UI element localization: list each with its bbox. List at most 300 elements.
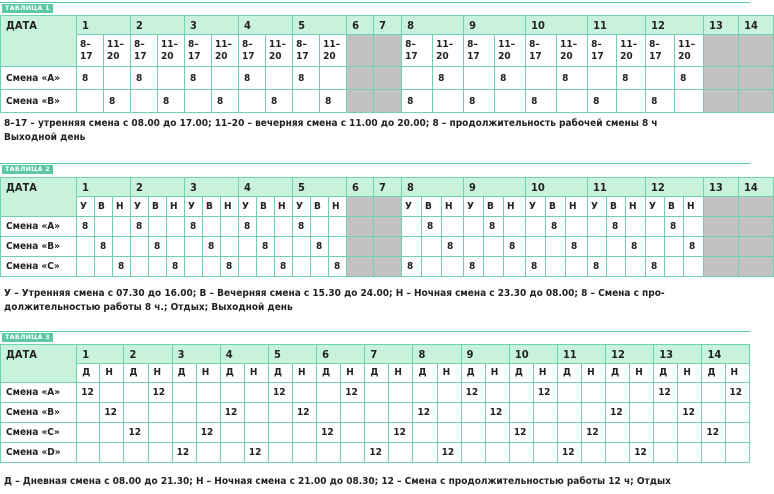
shift-subheader: Н: [100, 364, 124, 383]
schedule-cell: [320, 67, 347, 90]
weekend-cell: [374, 90, 402, 113]
schedule-cell: 8: [484, 217, 504, 237]
shift-label: Смена «А»: [1, 217, 77, 237]
shift-subheader: У: [526, 197, 546, 217]
shift-subheader: Д: [413, 364, 437, 383]
schedule-cell: 8: [675, 67, 704, 90]
schedule-cell: 8: [566, 237, 588, 257]
schedule-cell: [257, 217, 275, 237]
schedule-cell: 12: [582, 423, 606, 443]
schedule-cell: [630, 403, 654, 423]
schedule-cell: [293, 383, 317, 403]
schedule-cell: [148, 423, 172, 443]
shift-subheader: У: [185, 197, 203, 217]
weekend-cell: [739, 90, 774, 113]
schedule-cell: 12: [244, 443, 268, 463]
schedule-cell: [244, 383, 268, 403]
schedule-cell: [526, 237, 546, 257]
schedule-cell: [725, 443, 749, 463]
day-header-9: 9: [464, 178, 526, 197]
weekend-cell: [739, 35, 774, 67]
schedule-cell: [402, 237, 422, 257]
schedule-cell: [402, 67, 433, 90]
schedule-cell: 12: [413, 403, 437, 423]
day-header-12: 12: [646, 178, 704, 197]
day-header-7: 7: [374, 178, 402, 197]
schedule-cell: [557, 403, 581, 423]
schedule-cell: [509, 383, 533, 403]
date-header: ДАТА: [1, 345, 77, 383]
shift-subheader: Д: [606, 364, 630, 383]
schedule-cell: 12: [196, 423, 220, 443]
table2-caption: [0, 163, 750, 174]
schedule-cell: [172, 403, 196, 423]
schedule-cell: 12: [702, 423, 725, 443]
weekend-cell: [347, 217, 374, 237]
shift-subheader: 11– 20: [495, 35, 526, 67]
schedule-cell: [221, 217, 239, 237]
shift-subheader: Н: [389, 364, 413, 383]
weekend-cell: [347, 237, 374, 257]
weekend-cell: [347, 35, 374, 67]
schedule-cell: [220, 423, 244, 443]
schedule-cell: 8: [77, 217, 95, 237]
schedule-cell: [461, 423, 485, 443]
schedule-table-3: [0, 344, 750, 463]
schedule-cell: [684, 257, 704, 277]
schedule-cell: [100, 443, 124, 463]
day-header-1: 1: [77, 16, 131, 35]
schedule-cell: [654, 403, 678, 423]
schedule-cell: 12: [172, 443, 196, 463]
schedule-cell: [684, 217, 704, 237]
schedule-cell: [203, 217, 221, 237]
schedule-cell: 12: [148, 383, 172, 403]
shift-subheader: В: [665, 197, 684, 217]
table-row: [1, 257, 774, 277]
schedule-cell: [158, 67, 185, 90]
schedule-cell: [203, 257, 221, 277]
schedule-cell: 8: [646, 257, 665, 277]
schedule-cell: [433, 90, 464, 113]
table-row: [1, 217, 774, 237]
shift-subheader: В: [607, 197, 626, 217]
day-header-10: 10: [526, 16, 588, 35]
schedule-cell: 8: [77, 67, 104, 90]
shift-subheader: Н: [275, 197, 293, 217]
schedule-cell: [509, 443, 533, 463]
shift-subheader: Н: [221, 197, 239, 217]
schedule-cell: [149, 217, 167, 237]
table3-legend: [4, 475, 671, 489]
shift-subheader: Н: [630, 364, 654, 383]
shift-subheader: 11– 20: [557, 35, 588, 67]
schedule-cell: [588, 237, 607, 257]
shift-label: Смена «В»: [1, 90, 77, 113]
schedule-cell: 8: [617, 67, 646, 90]
shift-subheader: 8– 17: [464, 35, 495, 67]
schedule-cell: [461, 403, 485, 423]
schedule-cell: [196, 443, 220, 463]
schedule-cell: [607, 257, 626, 277]
table-row: [1, 443, 750, 463]
legend-line: 8–17 – утренняя смена с 08.00 до 17.00; 11–20 – вечерняя смена с 11.00 до 20.00; 8 – продолжительность рабочей смены 8 ч: [4, 118, 658, 129]
shift-subheader: В: [422, 197, 442, 217]
schedule-cell: [257, 257, 275, 277]
shift-subheader: Д: [172, 364, 196, 383]
shift-subheader: 11– 20: [266, 35, 293, 67]
schedule-cell: [365, 383, 389, 403]
shift-subheader: В: [203, 197, 221, 217]
schedule-cell: 12: [124, 423, 148, 443]
schedule-cell: [124, 403, 148, 423]
schedule-cell: [341, 443, 365, 463]
table3-caption-label: ТАБЛИЦА 3: [2, 333, 53, 342]
shift-subheader: В: [149, 197, 167, 217]
schedule-cell: 8: [113, 257, 131, 277]
shift-subheader: Д: [77, 364, 100, 383]
shift-subheader: Н: [582, 364, 606, 383]
shift-subheader: В: [311, 197, 329, 217]
weekend-cell: [704, 237, 739, 257]
schedule-cell: [557, 423, 581, 443]
schedule-cell: [124, 383, 148, 403]
legend-line: Д – Дневная смена с 08.00 до 21.30; Н – Ночная смена с 21.00 до 08.30; 12 – Смена с продолжительностью работы 12 ч; Отдых: [4, 476, 671, 487]
weekend-cell: [739, 257, 774, 277]
shift-subheader: У: [293, 197, 311, 217]
shift-subheader: 8– 17: [526, 35, 557, 67]
schedule-cell: 8: [442, 237, 464, 257]
schedule-cell: [646, 237, 665, 257]
table-row: [1, 383, 750, 403]
weekend-cell: [704, 35, 739, 67]
schedule-cell: 8: [185, 217, 203, 237]
schedule-cell: 8: [464, 90, 495, 113]
shift-subheader: 8– 17: [185, 35, 212, 67]
schedule-cell: [606, 443, 630, 463]
schedule-cell: [365, 423, 389, 443]
schedule-cell: 8: [329, 257, 347, 277]
schedule-cell: [725, 403, 749, 423]
schedule-cell: 8: [433, 67, 464, 90]
schedule-cell: [495, 90, 526, 113]
table1-legend: [4, 117, 658, 145]
shift-subheader: 11– 20: [212, 35, 239, 67]
shift-subheader: У: [646, 197, 665, 217]
schedule-cell: [582, 443, 606, 463]
shift-subheader: Д: [365, 364, 389, 383]
shift-subheader: Н: [341, 364, 365, 383]
shift-label: Смена «В»: [1, 237, 77, 257]
schedule-cell: [275, 217, 293, 237]
schedule-cell: 8: [311, 237, 329, 257]
schedule-cell: [437, 383, 461, 403]
day-header-1: 1: [77, 178, 131, 197]
shift-subheader: Н: [684, 197, 704, 217]
table-row: [1, 237, 774, 257]
schedule-cell: 12: [461, 383, 485, 403]
schedule-cell: [268, 403, 292, 423]
schedule-cell: 12: [725, 383, 749, 403]
shift-subheader: Н: [678, 364, 702, 383]
date-header: ДАТА: [1, 16, 77, 67]
weekend-cell: [704, 257, 739, 277]
schedule-cell: [341, 403, 365, 423]
schedule-cell: [464, 237, 484, 257]
shift-subheader: 8– 17: [131, 35, 158, 67]
shift-subheader: Н: [442, 197, 464, 217]
schedule-cell: 8: [422, 217, 442, 237]
schedule-cell: 12: [100, 403, 124, 423]
schedule-cell: [402, 217, 422, 237]
schedule-cell: [626, 257, 646, 277]
schedule-cell: [268, 443, 292, 463]
schedule-cell: [437, 403, 461, 423]
weekend-cell: [374, 257, 402, 277]
schedule-cell: [266, 67, 293, 90]
subheader-row: [1, 364, 750, 383]
schedule-cell: 8: [684, 237, 704, 257]
schedule-cell: 12: [77, 383, 100, 403]
schedule-cell: [606, 383, 630, 403]
day-header-7: 7: [374, 16, 402, 35]
shift-label: Смена «А»: [1, 383, 77, 403]
shift-subheader: В: [257, 197, 275, 217]
schedule-cell: [293, 423, 317, 443]
schedule-cell: [95, 217, 113, 237]
schedule-cell: 8: [646, 90, 675, 113]
schedule-cell: [582, 403, 606, 423]
day-header-12: 12: [646, 16, 704, 35]
schedule-cell: [293, 443, 317, 463]
shift-label: Смена «В»: [1, 403, 77, 423]
schedule-cell: [626, 217, 646, 237]
day-header-14: 14: [739, 16, 774, 35]
schedule-cell: [389, 403, 413, 423]
day-header-8: 8: [402, 16, 464, 35]
day-header-11: 11: [557, 345, 605, 364]
shift-subheader: 8– 17: [588, 35, 617, 67]
schedule-cell: 12: [654, 383, 678, 403]
schedule-cell: [185, 257, 203, 277]
shift-subheader: Д: [654, 364, 678, 383]
weekend-cell: [347, 67, 374, 90]
schedule-cell: [702, 443, 725, 463]
schedule-cell: [533, 443, 557, 463]
schedule-cell: 12: [365, 443, 389, 463]
schedule-cell: [678, 423, 702, 443]
schedule-cell: 8: [546, 217, 566, 237]
schedule-cell: [95, 257, 113, 277]
day-header-7: 7: [365, 345, 413, 364]
schedule-cell: [341, 423, 365, 443]
table1-caption-label: ТАБЛИЦА 1: [2, 4, 53, 13]
schedule-cell: [293, 257, 311, 277]
schedule-cell: 8: [104, 90, 131, 113]
weekend-cell: [739, 217, 774, 237]
day-header-13: 13: [704, 178, 739, 197]
shift-subheader: Н: [437, 364, 461, 383]
schedule-cell: 8: [495, 67, 526, 90]
shift-subheader: В: [95, 197, 113, 217]
schedule-cell: [100, 383, 124, 403]
shift-subheader: 8– 17: [239, 35, 266, 67]
schedule-cell: 8: [626, 237, 646, 257]
schedule-cell: [504, 257, 526, 277]
day-header-2: 2: [131, 16, 185, 35]
schedule-cell: [588, 67, 617, 90]
shift-subheader: У: [239, 197, 257, 217]
table2-caption-label: ТАБЛИЦА 2: [2, 165, 53, 174]
day-header-6: 6: [347, 178, 374, 197]
shift-subheader: Н: [293, 364, 317, 383]
schedule-cell: [422, 257, 442, 277]
schedule-cell: [413, 423, 437, 443]
schedule-table-1: [0, 15, 774, 113]
schedule-cell: [212, 67, 239, 90]
schedule-cell: 12: [389, 423, 413, 443]
schedule-cell: [275, 237, 293, 257]
schedule-cell: [646, 217, 665, 237]
shift-subheader: Н: [725, 364, 749, 383]
weekend-cell: [704, 217, 739, 237]
day-header-14: 14: [739, 178, 774, 197]
schedule-cell: [464, 67, 495, 90]
schedule-cell: [678, 443, 702, 463]
schedule-cell: 8: [221, 257, 239, 277]
shift-subheader: Д: [220, 364, 244, 383]
schedule-cell: [148, 403, 172, 423]
schedule-cell: [702, 403, 725, 423]
day-header-8: 8: [413, 345, 461, 364]
schedule-cell: [77, 90, 104, 113]
schedule-cell: [617, 90, 646, 113]
schedule-cell: [725, 423, 749, 443]
schedule-cell: [329, 217, 347, 237]
schedule-cell: [484, 257, 504, 277]
schedule-table-2: [0, 177, 774, 277]
schedule-cell: 8: [504, 237, 526, 257]
table2-legend: [4, 287, 665, 315]
schedule-cell: 8: [239, 67, 266, 90]
schedule-cell: [557, 90, 588, 113]
schedule-cell: 8: [293, 67, 320, 90]
shift-subheader: Д: [557, 364, 581, 383]
schedule-cell: [131, 257, 149, 277]
weekend-cell: [704, 90, 739, 113]
schedule-cell: [442, 217, 464, 237]
schedule-cell: [485, 423, 509, 443]
schedule-cell: 8: [257, 237, 275, 257]
schedule-cell: [546, 237, 566, 257]
shift-subheader: У: [402, 197, 422, 217]
shift-subheader: Д: [509, 364, 533, 383]
schedule-cell: [485, 383, 509, 403]
weekend-cell: [739, 197, 774, 217]
schedule-cell: [422, 237, 442, 257]
date-header: ДАТА: [1, 178, 77, 217]
schedule-cell: [654, 423, 678, 443]
schedule-cell: 8: [203, 237, 221, 257]
schedule-cell: [606, 423, 630, 443]
weekend-cell: [374, 35, 402, 67]
schedule-cell: 8: [588, 90, 617, 113]
day-header-10: 10: [526, 178, 588, 197]
schedule-cell: [77, 237, 95, 257]
schedule-cell: [464, 217, 484, 237]
schedule-cell: [317, 403, 341, 423]
shift-label: Смена «С»: [1, 257, 77, 277]
table-row: [1, 67, 774, 90]
schedule-cell: [329, 237, 347, 257]
subheader-row: [1, 197, 774, 217]
day-header-6: 6: [317, 345, 365, 364]
shift-label: Смена «А»: [1, 67, 77, 90]
schedule-cell: 12: [341, 383, 365, 403]
weekend-cell: [374, 67, 402, 90]
subheader-row: [1, 35, 774, 67]
schedule-cell: [566, 257, 588, 277]
day-header-5: 5: [293, 16, 347, 35]
schedule-cell: 12: [509, 423, 533, 443]
weekend-cell: [374, 217, 402, 237]
schedule-cell: [167, 237, 185, 257]
shift-subheader: Н: [504, 197, 526, 217]
schedule-cell: 12: [557, 443, 581, 463]
schedule-cell: 12: [485, 403, 509, 423]
shift-subheader: Н: [329, 197, 347, 217]
schedule-cell: [702, 383, 725, 403]
schedule-cell: 8: [293, 217, 311, 237]
shift-label: Смена «D»: [1, 443, 77, 463]
schedule-cell: [220, 383, 244, 403]
schedule-cell: 8: [212, 90, 239, 113]
schedule-cell: 8: [557, 67, 588, 90]
day-header-8: 8: [402, 178, 464, 197]
schedule-cell: 12: [630, 443, 654, 463]
schedule-cell: 12: [220, 403, 244, 423]
schedule-cell: [588, 217, 607, 237]
schedule-cell: [311, 257, 329, 277]
schedule-cell: 12: [293, 403, 317, 423]
day-header-11: 11: [588, 16, 646, 35]
day-header-1: 1: [77, 345, 124, 364]
shift-subheader: Н: [196, 364, 220, 383]
weekend-cell: [704, 67, 739, 90]
schedule-cell: [607, 237, 626, 257]
schedule-cell: 8: [266, 90, 293, 113]
schedule-cell: [172, 423, 196, 443]
schedule-cell: [317, 383, 341, 403]
shift-subheader: Н: [533, 364, 557, 383]
schedule-cell: 12: [606, 403, 630, 423]
schedule-cell: [221, 237, 239, 257]
schedule-cell: [654, 443, 678, 463]
schedule-cell: [149, 257, 167, 277]
schedule-cell: [131, 90, 158, 113]
shift-subheader: 8– 17: [646, 35, 675, 67]
schedule-cell: [131, 237, 149, 257]
shift-subheader: 11– 20: [617, 35, 646, 67]
header-row: [1, 16, 774, 35]
schedule-cell: 8: [464, 257, 484, 277]
schedule-cell: [77, 423, 100, 443]
schedule-cell: [244, 403, 268, 423]
shift-subheader: Д: [461, 364, 485, 383]
shift-subheader: Н: [167, 197, 185, 217]
schedule-cell: [311, 217, 329, 237]
schedule-cell: [239, 237, 257, 257]
